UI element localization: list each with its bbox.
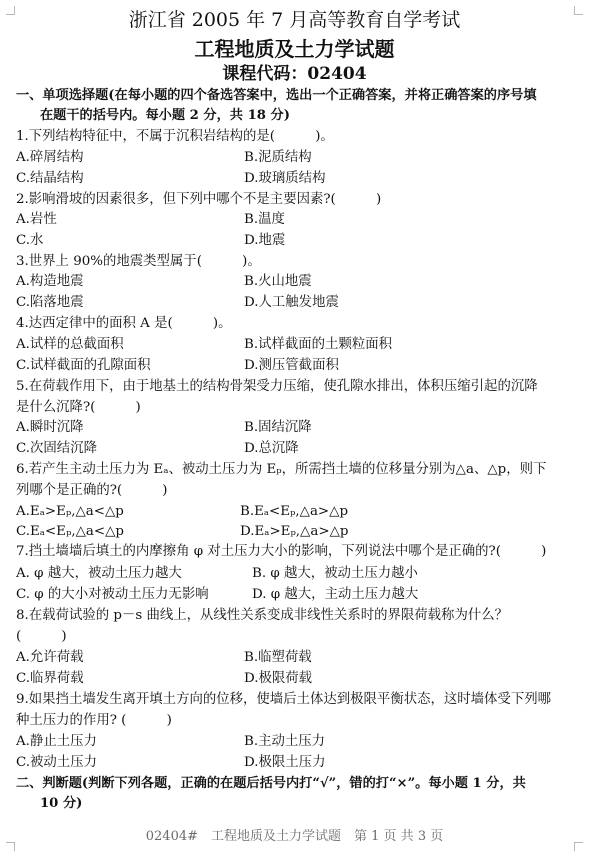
option-a: A.构造地震 xyxy=(16,274,84,289)
question-stem: 7.挡土墙墙后填土的内摩擦角 φ 对土压力大小的影响，下列说法中哪个是正确的?( ) xyxy=(16,544,547,559)
section-instruction: 一、单项选择题(在每小题的四个备选答案中，选出一个正确答案，并将正确答案的序号填 xyxy=(16,88,537,103)
option-c: C. φ 的大小对被动土压力无影响 xyxy=(16,587,209,602)
question-stem: 2.影响滑坡的因素很多，但下列中哪个不是主要因素?( ) xyxy=(16,192,382,207)
question-stem: 5.在荷载作用下，由于地基土的结构骨架受力压缩，使孔隙水排出，体积压缩引起的沉降 xyxy=(16,379,538,394)
option-d: D.极限荷载 xyxy=(244,671,313,686)
question-stem-continued: 种土压力的作用? ( ) xyxy=(16,713,172,728)
option-d: D.地震 xyxy=(244,233,286,248)
question-stem: 4.达西定律中的面积 A 是( )。 xyxy=(16,316,232,331)
question-stem: 9.如果挡土墙发生离开填土方向的位移，使墙后土体达到极限平衡状态，这时墙体受下列哪 xyxy=(16,692,552,707)
section-heading-true-false xyxy=(16,774,574,814)
section-instruction: 在题干的括号内。每小题 2 分，共 18 分) xyxy=(40,108,290,123)
option-b: B.临塑荷载 xyxy=(244,650,312,665)
question-stem: 8.在载荷试验的 p－s 曲线上，从线性关系变成非线性关系时的界限荷载称为什么？ xyxy=(16,608,509,623)
question-stem: 1.下列结构特征中，不属于沉积岩结构的是( )。 xyxy=(16,129,334,144)
option-d: D.玻璃质结构 xyxy=(244,171,326,186)
option-b: B.固结沉降 xyxy=(244,420,312,435)
option-b: B.火山地震 xyxy=(244,274,312,289)
option-b: B.Eₐ<Eₚ,△a>△p xyxy=(240,504,349,519)
question-stem-continued: 是什么沉降?( ) xyxy=(16,400,141,415)
option-b: B. φ 越大，被动土压力越小 xyxy=(252,566,418,581)
option-d: D.总沉降 xyxy=(244,441,299,456)
option-a: A.岩性 xyxy=(16,212,57,227)
option-a: A.试样的总截面积 xyxy=(16,337,124,352)
question-stem-continued: 列哪个是正确的?( ) xyxy=(16,483,168,498)
option-c: C.陷落地震 xyxy=(16,295,84,310)
option-d: D.极限土压力 xyxy=(244,755,326,770)
option-c: C.被动土压力 xyxy=(16,755,97,770)
option-a: A.允许荷载 xyxy=(16,650,84,665)
option-d: D.测压管截面积 xyxy=(244,358,339,373)
exam-title: 浙江省 2005 年 7 月高等教育自学考试 xyxy=(128,9,461,31)
section-instruction: 二、判断题(判断下列各题，正确的在题后括号内打“√”，错的打“×”。每小题 1 分，共 xyxy=(16,776,526,791)
page-footer: 02404# 工程地质及土力学试题 第 1 页 共 3 页 xyxy=(145,829,444,844)
option-a: A.Eₐ>Eₚ,△a<△p xyxy=(16,504,124,519)
section-instruction: 10 分) xyxy=(40,796,83,811)
section-heading-single-choice xyxy=(16,86,574,126)
option-a: A.碎屑结构 xyxy=(16,150,84,165)
question-stem: 3.世界上 90%的地震类型属于( )。 xyxy=(16,254,261,269)
option-c: C.次固结沉降 xyxy=(16,441,97,456)
question-stem: 6.若产生主动土压力为 Eₐ、被动土压力为 Eₚ，所需挡土墙的位移量分别为△a、△p，则下 xyxy=(16,462,547,477)
option-c: C.临界荷载 xyxy=(16,671,84,686)
option-b: B.温度 xyxy=(244,212,285,227)
option-c: C.试样截面的孔隙面积 xyxy=(16,358,151,373)
course-code: 课程代码：02404 xyxy=(222,64,367,84)
option-c: C.结晶结构 xyxy=(16,171,84,186)
option-d: D.Eₐ>Eₚ,△a>△p xyxy=(240,524,349,539)
option-c: C.水 xyxy=(16,233,44,248)
option-a: A.瞬时沉降 xyxy=(16,420,84,435)
option-b: B.主动土压力 xyxy=(244,734,326,749)
option-c: C.Eₐ<Eₚ,△a<△p xyxy=(16,524,124,539)
option-a: A.静止土压力 xyxy=(16,734,97,749)
question-stem-continued: ( ) xyxy=(16,629,67,644)
option-a: A. φ 越大，被动土压力越大 xyxy=(16,566,182,581)
option-d: D. φ 越大，主动土压力越大 xyxy=(252,587,419,602)
subject-title: 工程地质及土力学试题 xyxy=(194,37,395,61)
option-d: D.人工触发地震 xyxy=(244,295,339,310)
option-b: B.泥质结构 xyxy=(244,150,312,165)
option-b: B.试样截面的土颗粒面积 xyxy=(244,337,393,352)
